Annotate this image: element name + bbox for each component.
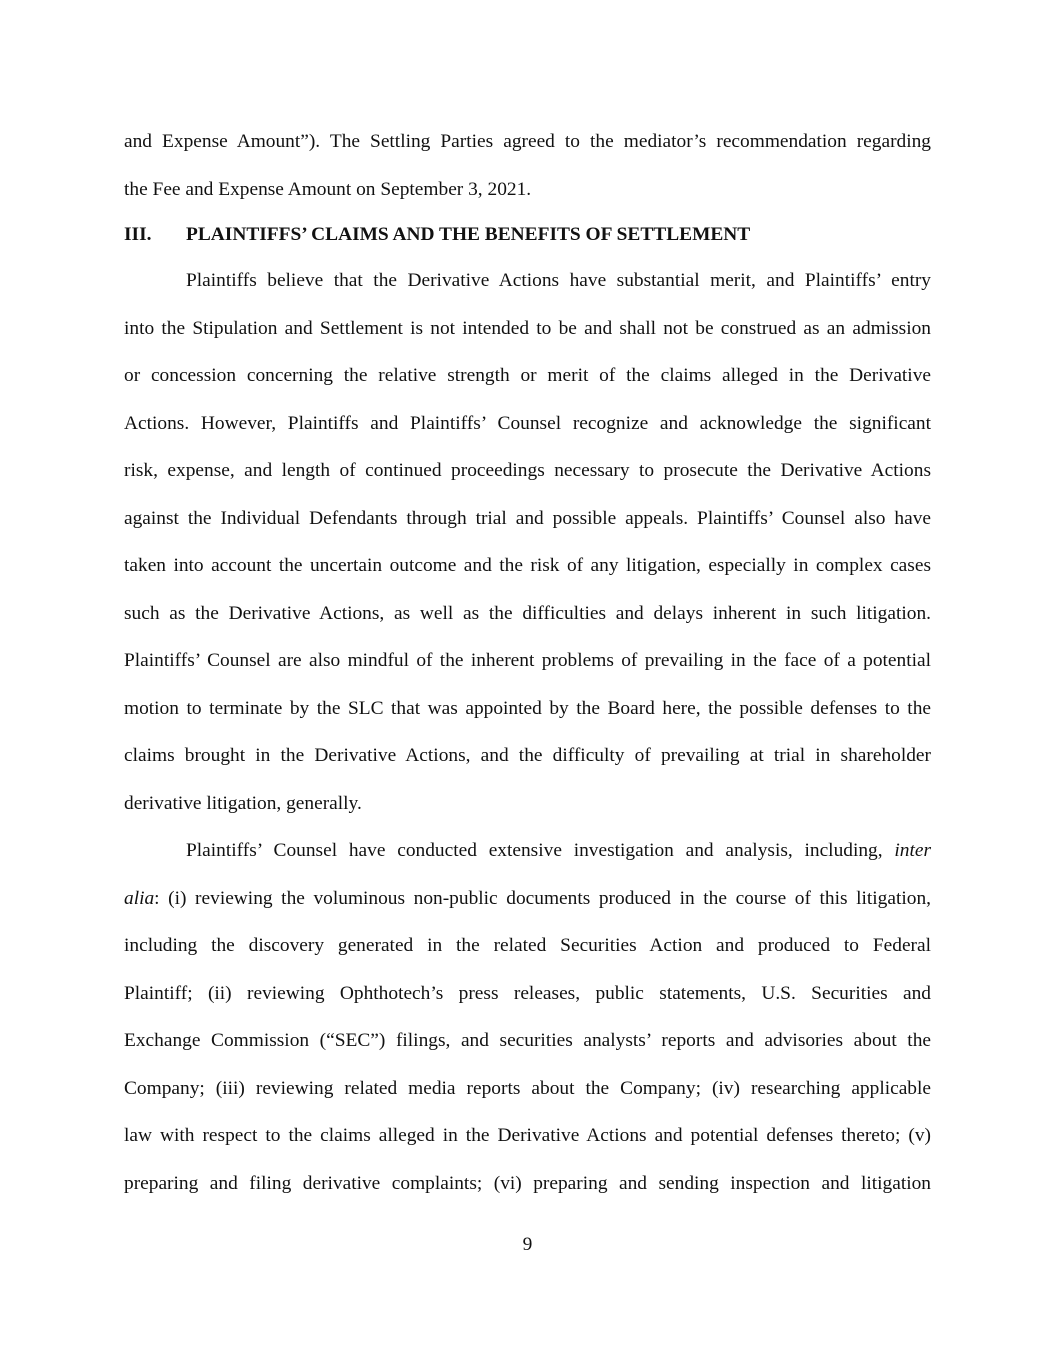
text-line: Actions. However, Plaintiffs and Plaintiffs’ Counsel recognize and acknowledge the significant [124, 412, 931, 434]
text-line: the Fee and Expense Amount on September 3, 2021. [124, 178, 532, 200]
text-line [124, 827, 931, 875]
text-line: taken into account the uncertain outcome and the risk of any litigation, especially in complex cases [124, 555, 931, 576]
section-number: III. [124, 224, 152, 245]
italic-term: inter [894, 840, 931, 861]
text-line: Plaintiffs’ Counsel are also mindful of the inherent problems of prevailing in the face of a potential [124, 650, 931, 671]
text-line: including the discovery generated in the related Securities Action and produced to Federal [124, 935, 931, 956]
text-line: Company; (iii) reviewing related media reports about the Company; (iv) researching applicable [124, 1077, 931, 1099]
text-line: such as the Derivative Actions, as well as the difficulties and delays inherent in such litigation. [124, 602, 931, 624]
text-segment: Plaintiffs’ Counsel have conducted extensive investigation and analysis, including, [186, 840, 883, 861]
text-line: risk, expense, and length of continued proceedings necessary to prosecute the Derivative Actions [124, 460, 931, 481]
paragraph [124, 257, 931, 827]
italic-term: alia [124, 887, 155, 909]
text-line: Plaintiffs believe that the Derivative Actions have substantial merit, and Plaintiffs’ entry [186, 270, 931, 291]
text-line: Exchange Commission (“SEC”) filings, and securities analysts’ reports and advisories about the [124, 1030, 931, 1051]
text-segment: : (i) reviewing the voluminous non-public documents produced in the course of this litigation, [154, 887, 931, 909]
document-page [124, 118, 931, 1207]
text-line: law with respect to the claims alleged in the Derivative Actions and potential defenses thereto; (v) [124, 1125, 931, 1146]
text-line: claims brought in the Derivative Actions, and the difficulty of prevailing at trial in shareholder [124, 745, 931, 766]
page-number: 9 [522, 1234, 533, 1255]
section-heading [124, 213, 931, 257]
text-line: derivative litigation, generally. [124, 792, 362, 814]
text-line [124, 875, 931, 923]
text-line: preparing and filing derivative complaints; (vi) preparing and sending inspection and litigation [124, 1172, 931, 1194]
paragraph [124, 827, 931, 1207]
text-line: or concession concerning the relative strength or merit of the claims alleged in the Derivative [124, 365, 931, 386]
text-line: into the Stipulation and Settlement is not intended to be and shall not be construed as an admission [124, 317, 931, 339]
section-title: PLAINTIFFS’ CLAIMS AND THE BENEFITS OF SETTLEMENT [186, 224, 751, 245]
text-line: motion to terminate by the SLC that was appointed by the Board here, the possible defenses to the [124, 697, 931, 719]
text-line: against the Individual Defendants through trial and possible appeals. Plaintiffs’ Counsel also have [124, 507, 931, 529]
text-line: Plaintiff; (ii) reviewing Ophthotech’s press releases, public statements, U.S. Securities and [124, 982, 931, 1004]
text-line: and Expense Amount”). The Settling Parties agreed to the mediator’s recommendation regarding [124, 131, 931, 152]
